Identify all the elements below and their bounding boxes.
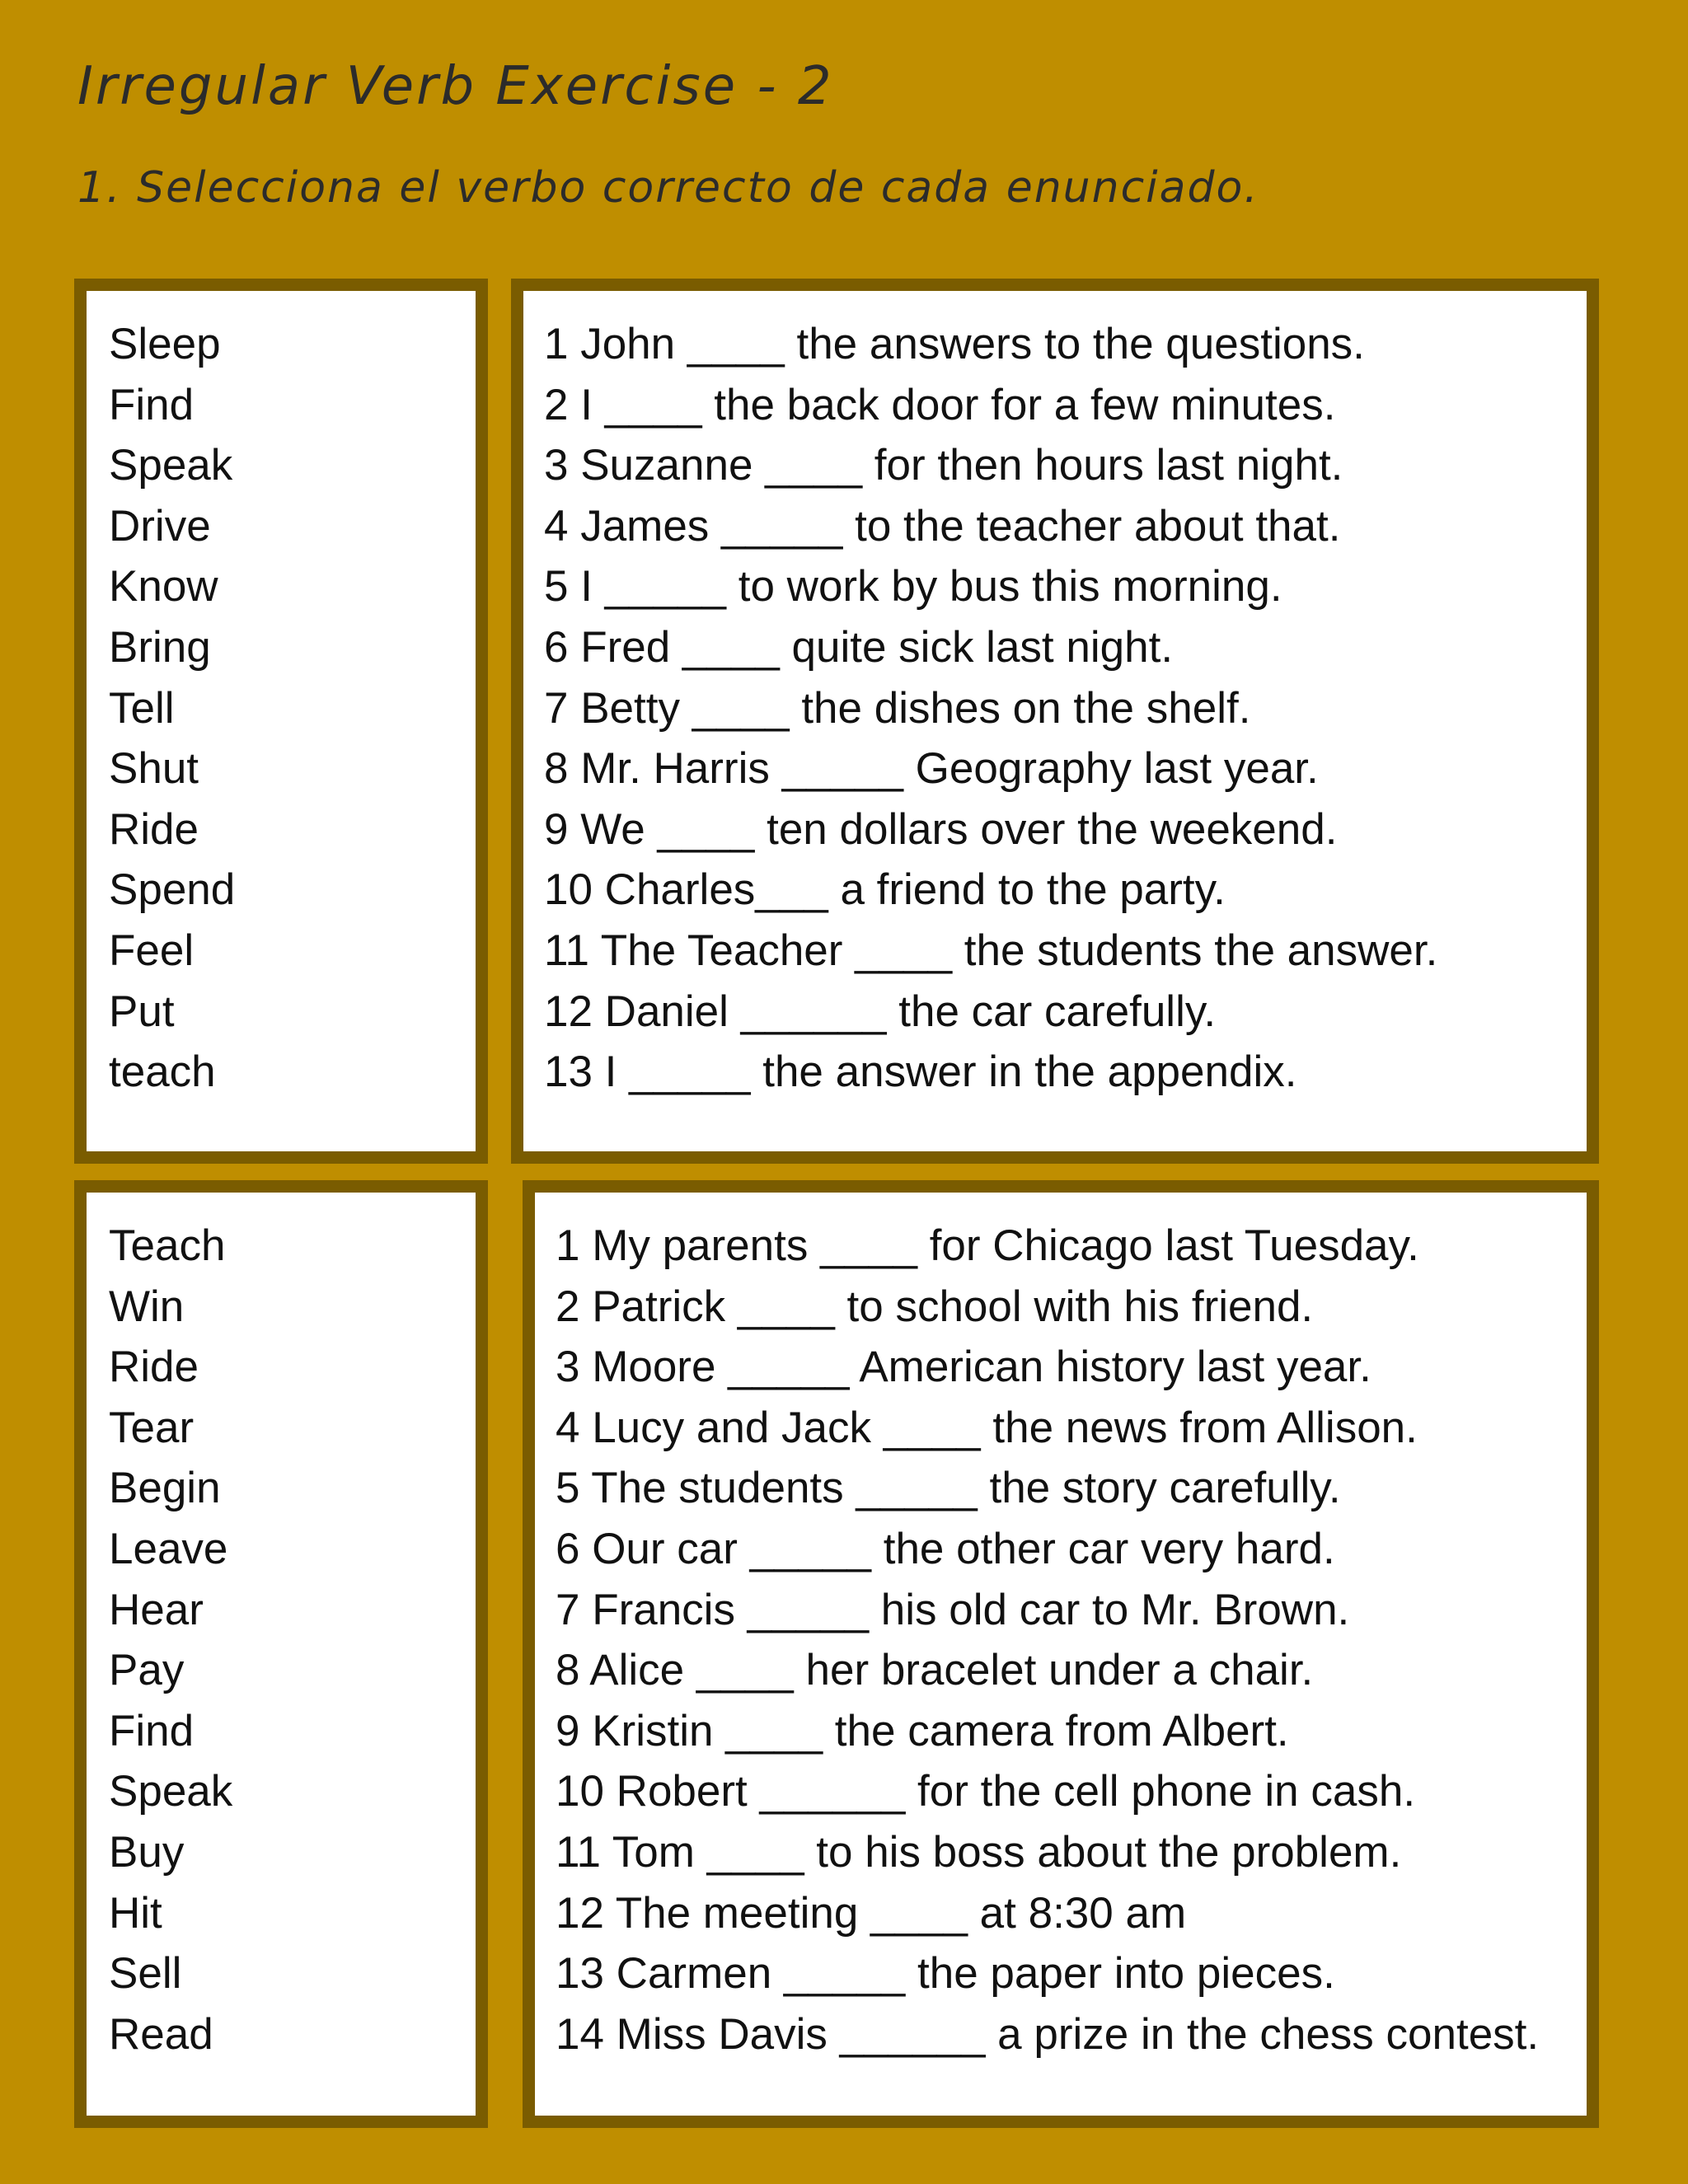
sentence-list-1: [544, 314, 1437, 1103]
sentence-box-1: [511, 279, 1599, 1164]
verb-item: Speak: [109, 1767, 233, 1816]
verb-item: teach: [109, 1047, 216, 1097]
sentence-list-2: [556, 1216, 1539, 2064]
sentence-box-2: [523, 1180, 1599, 2128]
sentence-item: 2 Patrick ____ to school with his friend.: [556, 1282, 1314, 1331]
verb-item: Sell: [109, 1949, 182, 1999]
verb-item: Know: [109, 562, 218, 612]
sentence-item: 11 The Teacher ____ the students the answer.: [544, 926, 1438, 975]
sentence-item: 10 Charles___ a friend to the party.: [544, 865, 1226, 915]
verb-item: Leave: [109, 1524, 228, 1573]
sentence-item: 10 Robert ______ for the cell phone in cash.: [556, 1767, 1416, 1816]
sentence-item: 3 Moore _____ American history last year.: [556, 1343, 1372, 1392]
sentence-item: 3 Suzanne ____ for then hours last night.: [544, 441, 1343, 490]
verb-list-box-1: [74, 279, 488, 1164]
verb-list-2: [109, 1216, 232, 2064]
verb-item: Read: [109, 2009, 213, 2059]
verb-item: Bring: [109, 622, 211, 672]
verb-item: Hear: [109, 1585, 204, 1634]
instruction-text: 1. Selecciona el verbo correcto de cada enunciado.: [77, 163, 1259, 213]
sentence-item: 14 Miss Davis ______ a prize in the chess contest.: [556, 2009, 1540, 2059]
sentence-item: 11 Tom ____ to his boss about the problem.: [556, 1827, 1402, 1877]
sentence-item: 4 James _____ to the teacher about that.: [544, 501, 1341, 551]
sentence-item: 9 We ____ ten dollars over the weekend.: [544, 804, 1338, 854]
verb-item: Spend: [109, 865, 236, 915]
verb-item: Tell: [109, 683, 175, 733]
sentence-item: 9 Kristin ____ the camera from Albert.: [556, 1706, 1289, 1755]
sentence-item: 6 Fred ____ quite sick last night.: [544, 622, 1174, 672]
sentence-item: 12 The meeting ____ at 8:30 am: [556, 1888, 1187, 1938]
sentence-item: 7 Betty ____ the dishes on the shelf.: [544, 683, 1251, 733]
verb-item: Speak: [109, 441, 233, 490]
sentence-item: 5 The students _____ the story carefully.: [556, 1464, 1341, 1513]
sentence-item: 12 Daniel ______ the car carefully.: [544, 987, 1217, 1036]
verb-item: Find: [109, 380, 195, 429]
sentence-item: 6 Our car _____ the other car very hard.: [556, 1524, 1335, 1573]
verb-list-box-2: [74, 1180, 488, 2128]
verb-item: Hit: [109, 1888, 162, 1938]
sentence-item: 7 Francis _____ his old car to Mr. Brown.: [556, 1585, 1350, 1634]
verb-item: Begin: [109, 1464, 221, 1513]
verb-item: Drive: [109, 501, 211, 551]
verb-item: Feel: [109, 926, 195, 975]
verb-item: Buy: [109, 1827, 185, 1877]
sentence-item: 13 I _____ the answer in the appendix.: [544, 1047, 1297, 1097]
sentence-item: 5 I _____ to work by bus this morning.: [544, 562, 1282, 612]
verb-item: Find: [109, 1706, 195, 1755]
verb-item: Ride: [109, 804, 199, 854]
verb-item: Put: [109, 987, 175, 1036]
sentence-item: 4 Lucy and Jack ____ the news from Allison.: [556, 1403, 1418, 1452]
worksheet-title: Irregular Verb Exercise - 2: [77, 56, 834, 117]
verb-item: Pay: [109, 1646, 185, 1695]
sentence-item: 1 My parents ____ for Chicago last Tuesday.: [556, 1221, 1419, 1270]
sentence-item: 8 Mr. Harris _____ Geography last year.: [544, 744, 1319, 794]
sentence-item: 2 I ____ the back door for a few minutes.: [544, 380, 1336, 429]
sentence-item: 1 John ____ the answers to the questions.: [544, 320, 1365, 368]
verb-item: Tear: [109, 1403, 195, 1452]
verb-item: Win: [109, 1282, 185, 1331]
verb-item: Ride: [109, 1343, 199, 1392]
sentence-item: 8 Alice ____ her bracelet under a chair.: [556, 1646, 1314, 1695]
verb-list-1: [109, 314, 235, 1103]
sentence-item: 13 Carmen _____ the paper into pieces.: [556, 1949, 1335, 1999]
verb-item: Shut: [109, 744, 199, 794]
verb-item: Sleep: [109, 320, 221, 368]
verb-item: Teach: [109, 1221, 226, 1270]
